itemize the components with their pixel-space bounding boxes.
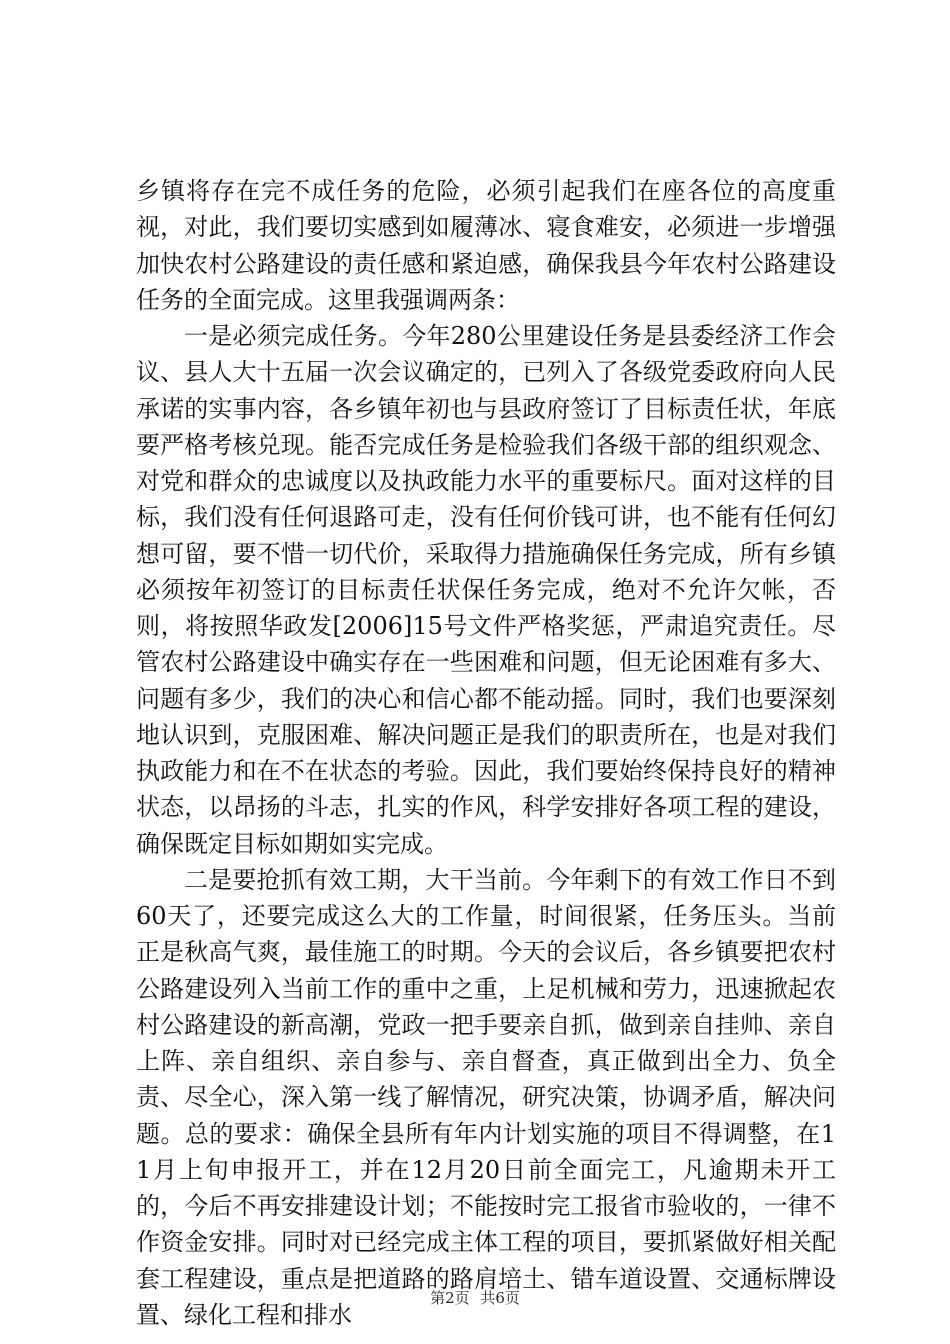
paragraph-construction-period: 二是要抢抓有效工期，大干当前。今年剩下的有效工作日不到60天了，还要完成这么大的工作量，时间很紧，任务压头。当前正是秋高气爽，最佳施工的时期。今天的会议后，各乡镇要把农村公路建设列入当前工作的重中之重，上足机械和劳力，迅速掀起农村公路建设的新高潮，党政一把手要亲自抓，做到亲自挂帅、亲自上阵、亲自组织、亲自参与、亲自督查，真正做到出全力、负全责、尽全心，深入第一线了解情况，研究决策，协调矛盾，解决问题。总的要求：确保全县所有年内计划实施的项目不得调整，在11月上旬申报开工，并在12月20日前全面完工，凡逾期未开工的，今后不再安排建设计划；不能按时完工报省市验收的，一律不作资金安排。同时对已经完成主体工程的项目，要抓紧做好相关配套工程建设，重点是把道路的路肩培土、错车道设置、交通标牌设置、绿化工程和排水 [136,865,836,1329]
page-footer [0,1288,950,1308]
paragraph-task-completion: 一是必须完成任务。今年280公里建设任务是县委经济工作会议、县人大十五届一次会议确定的，已列入了各级党委政府向人民承诺的实事内容，各乡镇年初也与县政府签订了目标责任状，年底要严格考核兑现。能否完成任务是检验我们各级干部的组织观念、对党和群众的忠诚度以及执政能力水平的重要标尺。面对这样的目标，我们没有任何退路可走，没有任何价钱可讲，也不能有任何幻想可留，要不惜一切代价，采取得力措施确保任务完成，所有乡镇必须按年初签订的目标责任状保任务完成，绝对不允许欠帐，否则，将按照华政发[2006]15号文件严格奖惩，严肃追究责任。尽管农村公路建设中确实存在一些困难和问题，但无论困难有多大、问题有多少，我们的决心和信心都不能动摇。同时，我们也要深刻地认识到，克服困难、解决问题正是我们的职责所在，也是对我们执政能力和在不在状态的考验。因此，我们要始终保持良好的精神状态，以昂扬的斗志，扎实的作风，科学安排好各项工程的建设，确保既定目标如期如实完成。 [136,322,836,858]
page-number: 第2页 [430,1289,470,1307]
document-body [136,173,836,1333]
paragraph-continuation: 乡镇将存在完不成任务的危险，必须引起我们在座各位的高度重视，对此，我们要切实感到如履薄冰、寝食难安，必须进一步增强加快农村公路建设的责任感和紧迫感，确保我县今年农村公路建设任务的全面完成。这里我强调两条： [136,177,836,314]
page-total: 共6页 [480,1289,520,1307]
